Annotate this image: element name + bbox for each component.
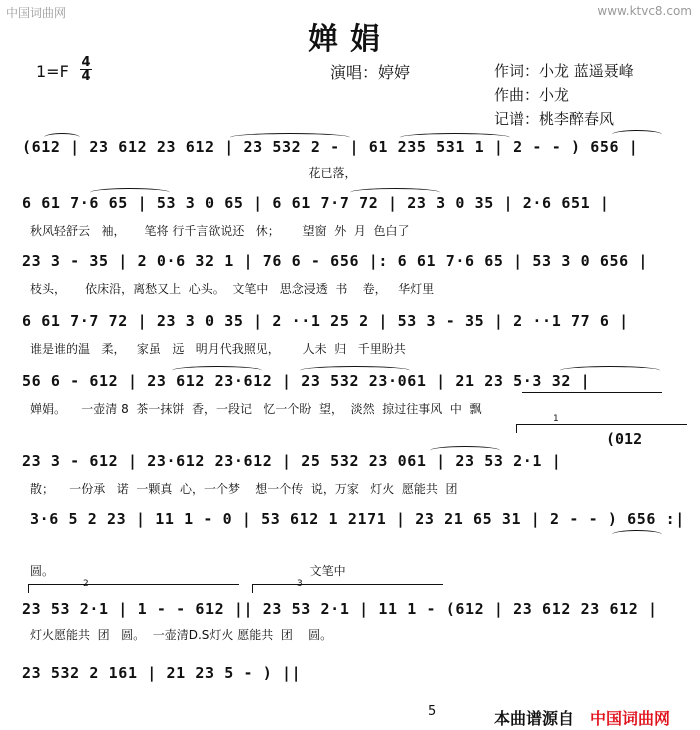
- time-signature-bottom: 4: [81, 69, 91, 84]
- volta-number-2: 2: [83, 579, 89, 589]
- slur-mark: [300, 366, 410, 375]
- time-signature: [80, 56, 92, 83]
- notation-row-5: 56 6 - 612 | 23 612 23·612 | 23 532 23·061 | 21 23 5·3 32 |: [22, 372, 591, 390]
- slur-mark: [350, 188, 440, 197]
- lyric-row-8: 灯火愿能共 团 圆。 一壶清D.S灯火 愿能共 团 圆。: [30, 628, 333, 642]
- volta-bracket-3: [252, 579, 443, 593]
- slur-mark: [612, 530, 662, 539]
- footer-source-text: 本曲谱源自: [494, 709, 575, 728]
- lyric-row-5: 婵娟。 一壶清 8 茶一抹饼 香，一段记 忆一个盼 望， 淡然 掠过往事风 中 飘: [30, 402, 482, 416]
- notation-row-8: 23 53 2·1 | 1 - - 612 || 23 53 2·1 | 11 1 - (612 | 23 612 23 612 |: [22, 600, 658, 618]
- lyric-row-1: 花已落，: [30, 166, 357, 180]
- key-signature: 1=F: [36, 62, 69, 81]
- intro-mark: (012: [606, 430, 643, 448]
- footer-site-link[interactable]: 中国词曲网: [590, 709, 671, 728]
- lyric-row-2: 秋风轻舒云 袖， 笔将 行千言欲说还 休； 望窗 外 月 色白了: [30, 224, 410, 238]
- singer-credit: 演唱：婷婷: [330, 63, 411, 82]
- underline-mark: [522, 392, 662, 393]
- transcriber-credit: 记谱：桃李醉春风: [494, 110, 615, 128]
- slur-mark: [172, 366, 262, 375]
- composer-credit: 作曲：小龙: [494, 86, 570, 104]
- notation-row-3: 23 3 - 35 | 2 0·6 32 1 | 76 6 - 656 |: 6 61 7·6 65 | 53 3 0 656 |: [22, 252, 648, 270]
- volta-number-1: 1: [553, 414, 559, 424]
- lyric-row-7: 圆。 文笔中: [30, 564, 346, 578]
- slur-mark: [612, 130, 662, 139]
- page-number: 5: [428, 704, 437, 719]
- time-signature-top: 4: [81, 55, 91, 70]
- slur-mark: [400, 133, 510, 142]
- slur-mark: [430, 446, 500, 455]
- notation-row-7: 3·6 5 2 23 | 11 1 - 0 | 53 612 1 2171 | 23 21 65 31 | 2 - - ) 656 :|: [30, 510, 685, 528]
- lyricist-credit: 作词：小龙 蓝遥聂峰: [494, 62, 634, 80]
- lyric-row-3: 枝头， 依床沿，离愁又上 心头。 文笔中 思念浸透 书 卷， 华灯里: [30, 282, 435, 296]
- notation-row-4: 6 61 7·7 72 | 23 3 0 35 | 2 ··1 25 2 | 53 3 - 35 | 2 ··1 77 6 |: [22, 312, 629, 330]
- song-title: 婵娟: [308, 22, 392, 57]
- lyric-row-4: 谁是谁的温 柔， 家虽 远 明月代我照见， 人未 归 千里盼共: [30, 342, 406, 356]
- notation-row-1: (612 | 23 612 23 612 | 23 532 2 - | 61 235 531 1 | 2 - - ) 656 |: [22, 138, 639, 156]
- watermark-left: 中国词曲网: [6, 6, 67, 20]
- slur-mark: [560, 366, 660, 375]
- notation-row-2: 6 61 7·6 65 | 53 3 0 65 | 6 61 7·7 72 | 23 3 0 35 | 2·6 651 |: [22, 194, 610, 212]
- slur-mark: [230, 133, 350, 142]
- slur-mark: [90, 188, 170, 197]
- volta-bracket-1: [516, 414, 687, 433]
- lyric-row-6: 散； 一份承 诺 一颗真 心，一个梦 想一个传 说，万家 灯火 愿能共 团: [30, 482, 458, 496]
- notation-row-9: 23 532 2 161 | 21 23 5 - ) ||: [22, 664, 302, 682]
- footer-source: [494, 706, 670, 729]
- watermark-right: www.ktvc8.com: [597, 4, 692, 18]
- notation-row-6: 23 3 - 612 | 23·612 23·612 | 25 532 23 061 | 23 53 2·1 |: [22, 452, 562, 470]
- volta-bracket-2: [28, 579, 239, 593]
- volta-number-3: 3: [297, 579, 303, 589]
- slur-mark: [44, 133, 80, 142]
